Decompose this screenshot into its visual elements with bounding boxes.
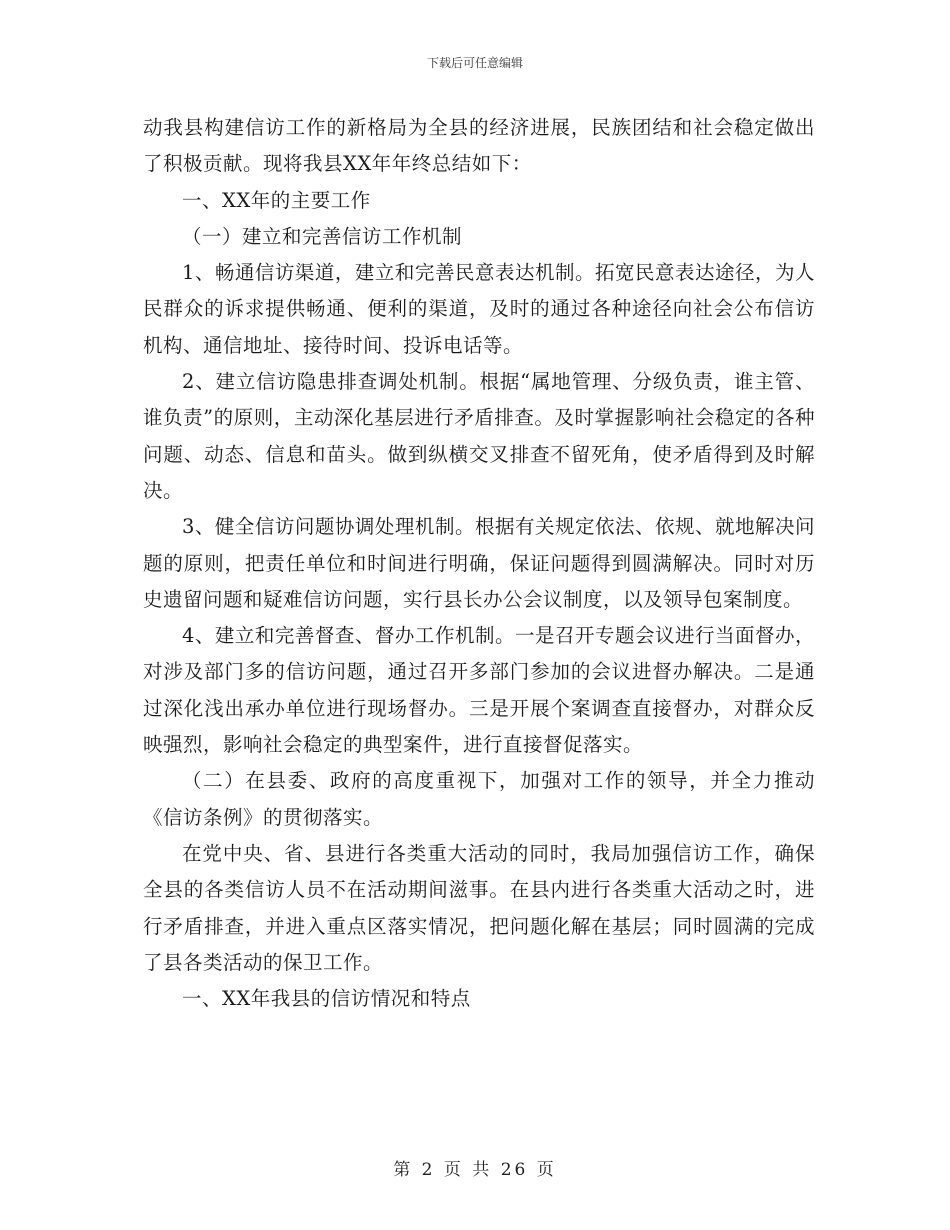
section-heading: 一、XX年的主要工作 [182, 188, 371, 212]
page-number-footer: 第 2 页 共 26 页 [393, 1160, 557, 1180]
paragraph: 4、建立和完善督查、督办工作机制。一是召开专题会议进行当面督办，对涉及部门多的信访问题，通过召开多部门参加的会议进督办解决。二是通过深化浅出承办单位进行现场督办。三是开展个案调查直接督办，对群众反映强烈，影响社会稳定的典型案件，进行直接督促落实。 [143, 624, 815, 757]
subsection-heading: （二）在县委、政府的高度重视下，加强对工作的领导，并全力推动《信访条例》的贯彻落实。 [143, 769, 815, 829]
paragraph: 1、畅通信访渠道，建立和完善民意表达机制。拓宽民意表达途径，为人民群众的诉求提供畅通、便利的渠道，及时的通过各种途径向社会公布信访机构、通信地址、接待时间、投诉电话等。 [143, 261, 815, 357]
document-body [143, 110, 815, 1017]
paragraph: 动我县构建信访工作的新格局为全县的经济进展，民族团结和社会稳定做出了积极贡献。现将我县XX年年终总结如下： [143, 116, 815, 176]
page-header: 下载后可任意编辑 [426, 56, 523, 70]
paragraph: 在党中央、省、县进行各类重大活动的同时，我局加强信访工作，确保全县的各类信访人员不在活动期间滋事。在县内进行各类重大活动之时，进行矛盾排查，并进入重点区落实情况，把问题化解在基层；同时圆满的完成了县各类活动的保卫工作。 [143, 841, 815, 974]
paragraph: 2、建立信访隐患排查调处机制。根据“属地管理、分级负责，谁主管、谁负责”的原则，主动深化基层进行矛盾排查。及时掌握影响社会稳定的各种问题、动态、信息和苗头。做到纵横交叉排查不留死角，使矛盾得到及时解决。 [143, 370, 815, 502]
section-heading: 一、XX年我县的信访情况和特点 [182, 987, 471, 1011]
subsection-heading: （一）建立和完善信访工作机制 [182, 224, 463, 248]
paragraph: 3、健全信访问题协调处理机制。根据有关规定依法、依规、就地解决问题的原则，把责任单位和时间进行明确，保证问题得到圆满解决。同时对历史遗留问题和疑难信访问题，实行县长办公会议制度，以及领导包案制度。 [143, 515, 815, 611]
